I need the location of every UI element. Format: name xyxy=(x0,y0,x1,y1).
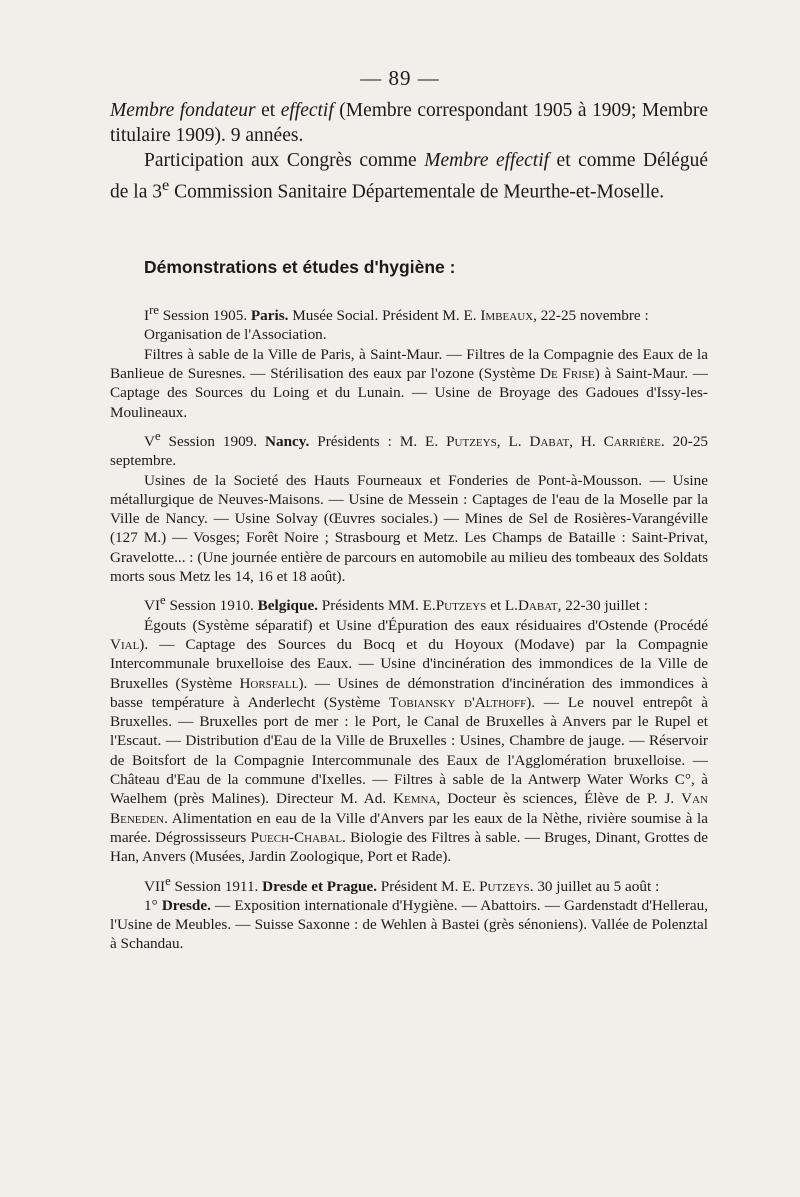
person-name: Horsfall xyxy=(239,674,299,692)
text-run: Musée Social. Président M. E. xyxy=(288,307,481,325)
session-place: Dresde et Prague. xyxy=(262,877,377,895)
text-run: (Membre correspondant 1905 à 1909; Membre titulaire 1909). 9 années. xyxy=(110,100,708,146)
session-paragraph xyxy=(110,345,708,422)
text-run: Filtres à sable de la Ville de Paris, à Saint-Maur. — Filtres de la Compagnie des Eaux de la Banlieue de Suresnes. — Stérilisation des eaux par l'ozone (Système xyxy=(110,345,708,382)
person-name: Vial xyxy=(110,635,140,653)
text-run: Session 1910. xyxy=(165,597,258,615)
membership-paragraph xyxy=(110,98,708,148)
text-run: Commission Sanitaire Départementale de Meurthe-et-Moselle. xyxy=(169,181,665,203)
text-run: , L. xyxy=(496,432,530,450)
session-number: I xyxy=(144,307,150,325)
text-run: , 22-30 juillet : xyxy=(557,597,648,615)
session-paragraph xyxy=(110,896,708,954)
superscript: e xyxy=(154,428,161,443)
superscript: re xyxy=(149,303,159,317)
person-name: Putzeys xyxy=(435,597,487,615)
text-run: ). — Le nouvel entrepôt à Bruxelles. — Bruxelles port de mer : le Port, le Canal de Bruxelles à Anvers par le Rupel et l'Escaut. — Distribution d'Eau de la Ville de Bruxelles : Usines, Chambre de jauge. — Réservoir de Boitsfort de la Compagnie Intercommunale des Eaux de l'Agglomération bruxelloise. — Château d'Eau de la commune d'Ixelles. — Filtres à sable de la Antwerp Water Works C°, à Waelhem (près Malines). Directeur M. Ad. xyxy=(110,693,708,808)
session-paragraph: Organisation de l'Association. xyxy=(144,326,327,344)
session-number: VII xyxy=(144,877,166,895)
text-run: 1° xyxy=(144,896,162,914)
person-name: Imbeaux xyxy=(480,307,534,325)
text-run: et L. xyxy=(486,597,518,615)
session-place: Nancy. xyxy=(265,432,310,450)
person-name: Van Beneden xyxy=(110,790,708,827)
text-run: Égouts (Système séparatif) et Usine d'Épuration des eaux résiduaires d'Ostende (Procédé xyxy=(144,616,708,634)
superscript: e xyxy=(160,593,166,608)
sessions-list xyxy=(110,301,708,954)
text-run: Présidents : M. E. xyxy=(309,432,447,450)
superscript: e xyxy=(165,873,171,888)
text-run: , 22-25 novembre : xyxy=(533,307,649,325)
session-paragraph xyxy=(110,616,708,867)
text-run: — Exposition internationale d'Hygiène. — Abattoirs. — Gardenstadt d'Hellerau, l'Usine de Meubles. — Suisse Saxonne : de Wehlen à Bastei (grès sénoniens). Vallée de Polenztal à Schandau. xyxy=(110,896,709,953)
text-run: , Docteur ès sciences, Élève de P. J. xyxy=(436,790,682,808)
text-run: Présidents MM. E. xyxy=(317,597,436,615)
session-place: Dresde. xyxy=(161,896,211,914)
session-header xyxy=(110,427,708,471)
text-run: . 20-25 septembre. xyxy=(110,432,709,470)
text-run: , H. xyxy=(569,432,604,450)
person-name: De Frise xyxy=(540,364,595,382)
text-run: ). — Usines de démonstration d'incinération des immondices à basse température à Anderlecht (Système xyxy=(110,674,708,711)
session-header xyxy=(110,591,708,615)
person-name: Putzeys xyxy=(446,432,497,450)
text-run: Session 1905. xyxy=(158,307,251,325)
text-run: Session 1909. xyxy=(160,432,266,450)
text-run: Participation aux Congrès comme xyxy=(144,150,425,171)
text-run: et xyxy=(255,100,281,121)
person-name: Puech-Chabal xyxy=(250,828,343,846)
text-run: Président M. E. xyxy=(377,877,480,895)
text-run: . Alimentation en eau de la Ville d'Anvers par les eaux de la Nèthe, rivière soumise à la marée. Dégrossisseurs xyxy=(110,809,708,846)
person-name: Kemna xyxy=(393,790,437,808)
participation-paragraph xyxy=(110,148,708,205)
page-number: — 89 — xyxy=(360,66,440,90)
session-number: V xyxy=(144,432,155,450)
text-run: Session 1911. xyxy=(170,877,263,895)
superscript: e xyxy=(161,176,170,194)
person-name: Carrière xyxy=(603,432,661,450)
person-name: Tobiansky d'Althoff xyxy=(389,693,527,711)
session-number: VI xyxy=(144,597,161,615)
session-place: Paris. xyxy=(250,307,289,325)
text-run: ). — Captage des Sources du Bocq et du Hoyoux (Modave) par la Compagnie Intercommunale bruxelloise des Eaux. — Usine d'incinération des immondices de la Ville de Bruxelles (Système xyxy=(110,635,708,692)
text-run: ) à Saint-Maur. — Captage des Sources du Loing et du Lunain. — Usine de Broyage des Gadoues d'Issy-les-Moulineaux. xyxy=(110,364,708,421)
role-effective: Membre effectif xyxy=(424,150,550,171)
person-name: Dabat xyxy=(529,432,570,450)
role-founder: Membre fondateur xyxy=(110,100,256,121)
session-place: Belgique. xyxy=(257,597,318,615)
role-effective: effectif xyxy=(280,100,334,121)
text-run: et comme Délégué de la 3 xyxy=(110,150,708,203)
section-heading: Démonstrations et études d'hygiène : xyxy=(144,257,456,277)
person-name: Putzeys xyxy=(479,877,530,895)
person-name: Dabat xyxy=(517,597,558,615)
session-header xyxy=(110,872,708,896)
membership-intro xyxy=(110,98,708,205)
session-header xyxy=(110,301,708,325)
text-run: . 30 juillet au 5 août : xyxy=(529,877,660,895)
session-paragraph: Usines de la Societé des Hauts Fourneaux et Fonderies de Pont-à-Mousson. — Usine métallurgique de Neuves-Maisons. — Usine de Messein : Captages de l'eau de la Moselle par la Ville de Nancy. — Usine Solvay (Œuvres sociales.) — Mines de Sel de Rosières-Varangéville (127 M.) — Vosges; Forêt Noire ; Strasbourg et Metz. Les Champs de Bataille : Saint-Privat, Gravelotte... : (Une journée entière de parcours en automobile au milieu des tombeaux des Soldats morts sous Metz les 14, 16 et 18 août). xyxy=(110,471,708,585)
text-run: . Biologie des Filtres à sable. — Bruges, Dinant, Grottes de Han, Anvers (Musées, Jardin Zoologique, Port et Rade). xyxy=(110,828,708,866)
